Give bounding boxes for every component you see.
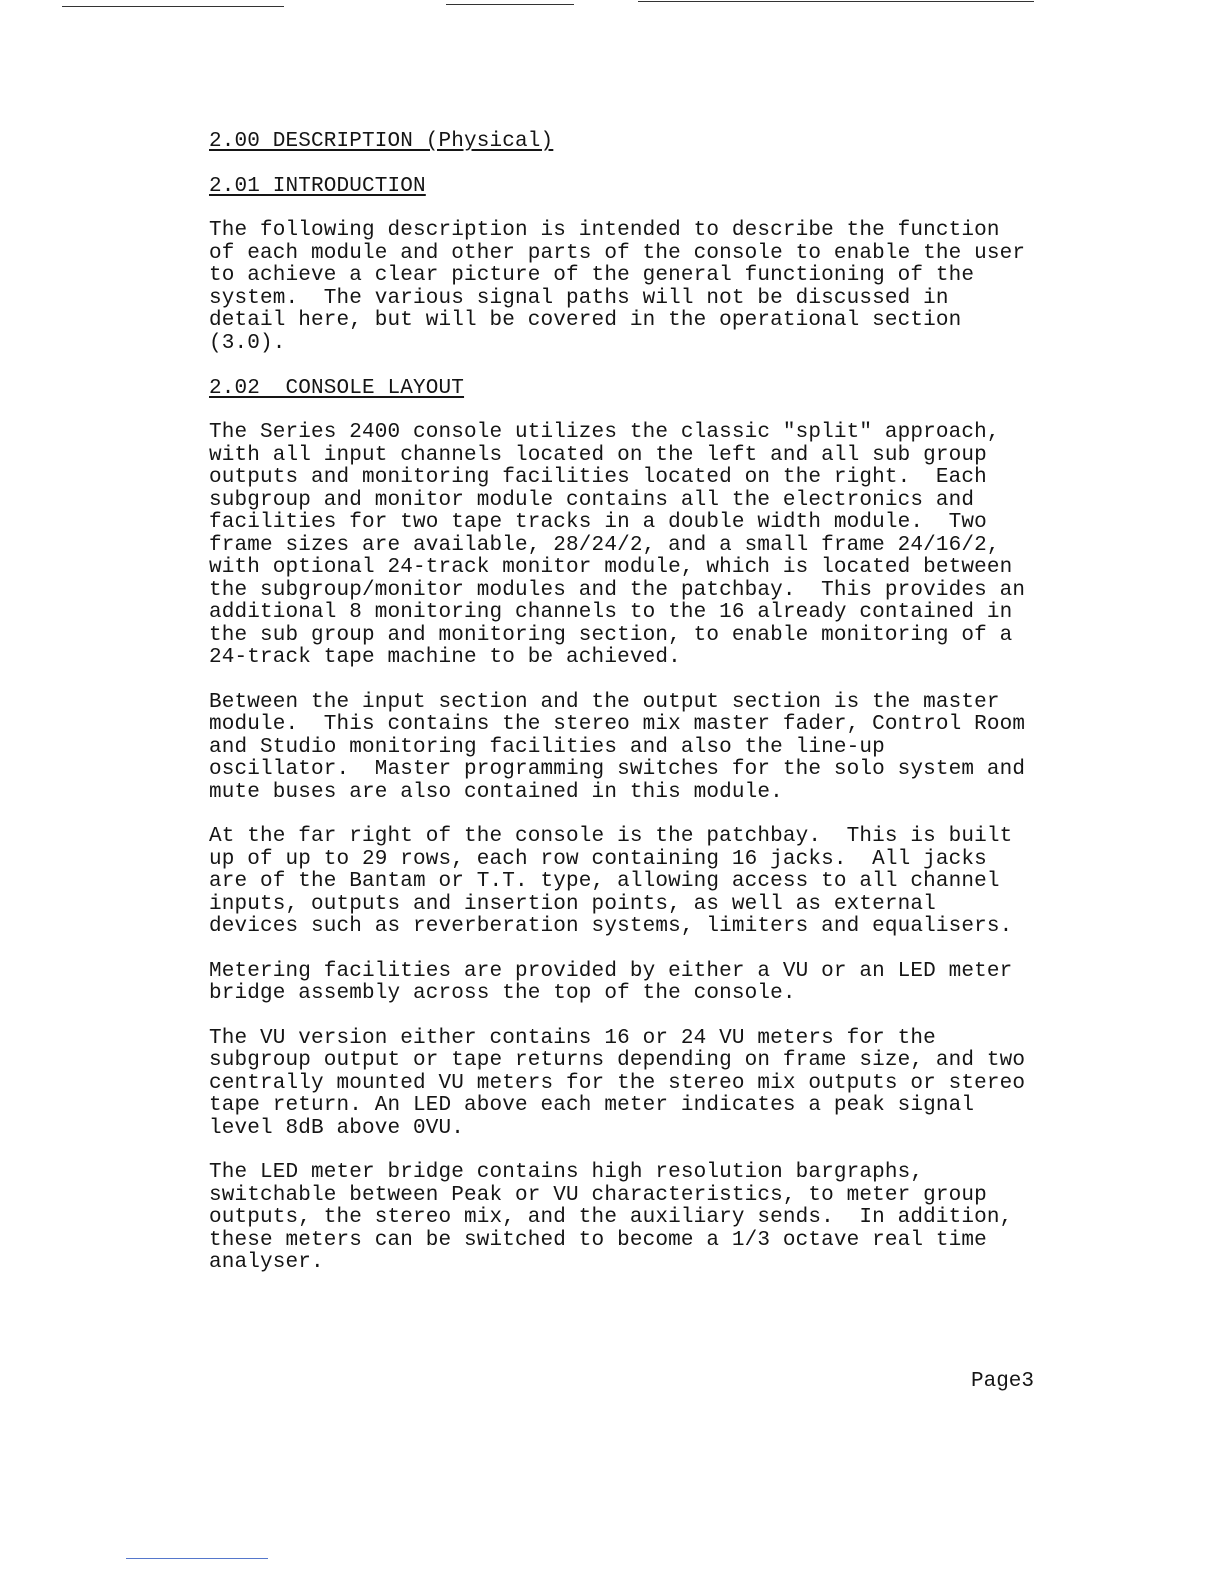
text-line: with optional 24-track monitor module, which is located between — [209, 556, 1013, 579]
text-line: system. The various signal paths will not be discussed in — [209, 286, 949, 310]
scan-line-top-mid — [446, 4, 574, 5]
text-line: devices such as reverberation systems, limiters and equalisers. — [209, 915, 1013, 938]
text-line: analyser. — [209, 1251, 324, 1274]
text-line: of each module and other parts of the console to enable the user — [209, 241, 1026, 265]
scan-line-top-left — [62, 6, 284, 7]
text-line: centrally mounted VU meters for the stereo mix outputs or stereo — [209, 1071, 1026, 1095]
text-line: outputs, the stereo mix, and the auxiliary sends. In addition, — [209, 1206, 1013, 1229]
document-body — [209, 130, 1089, 1297]
paragraph — [209, 692, 1089, 805]
text-line: these meters can be switched to become a 1/3 octave real time — [209, 1228, 987, 1252]
text-line: outputs and monitoring facilities located on the right. Each — [209, 466, 987, 489]
paragraph — [209, 1028, 1089, 1141]
section-heading: 2.00 DESCRIPTION (Physical) — [209, 130, 554, 153]
page-number: Page3 — [971, 1370, 1035, 1393]
text-line: are of the Bantam or T.T. type, allowing access to all channel — [209, 870, 1000, 893]
text-line: up of up to 29 rows, each row containing 16 jacks. All jacks — [209, 847, 987, 871]
paragraph — [209, 220, 1089, 355]
text-line: the sub group and monitoring section, to enable monitoring of a — [209, 623, 1013, 647]
text-line: The following description is intended to describe the function — [209, 219, 1000, 242]
text-line: Metering facilities are provided by either a VU or an LED meter — [209, 959, 1013, 983]
text-line: Between the input section and the output section is the master — [209, 690, 1000, 714]
text-line: (3.0). — [209, 331, 286, 355]
text-line: the subgroup/monitor modules and the patchbay. This provides an — [209, 578, 1026, 602]
text-line: switchable between Peak or VU characteristics, to meter group — [209, 1183, 987, 1207]
text-line: 24-track tape machine to be achieved. — [209, 646, 681, 669]
text-line: with all input channels located on the left and all sub group — [209, 443, 987, 467]
scan-line-bottom-left — [126, 1558, 268, 1559]
text-line: bridge assembly across the top of the console. — [209, 982, 796, 1005]
text-line: tape return. An LED above each meter indicates a peak signal — [209, 1094, 975, 1117]
text-line: subgroup output or tape returns depending on frame size, and two — [209, 1049, 1026, 1072]
section-heading: 2.01 INTRODUCTION — [209, 175, 426, 198]
text-line: The LED meter bridge contains high resolution bargraphs, — [209, 1161, 924, 1184]
text-line: subgroup and monitor module contains all the electronics and — [209, 488, 975, 512]
scan-line-top-right — [638, 1, 1034, 2]
section-heading: 2.02 CONSOLE LAYOUT — [209, 377, 465, 400]
text-line: level 8dB above 0VU. — [209, 1116, 465, 1140]
text-line: mute buses are also contained in this module. — [209, 780, 783, 804]
paragraph — [209, 826, 1089, 939]
text-line: inputs, outputs and insertion points, as well as external — [209, 892, 936, 916]
paragraph — [209, 1162, 1089, 1275]
text-line: oscillator. Master programming switches for the solo system and — [209, 758, 1026, 781]
text-line: additional 8 monitoring channels to the 16 already contained in — [209, 601, 1013, 624]
text-line: detail here, but will be covered in the operational section — [209, 309, 962, 332]
paragraph — [209, 961, 1089, 1006]
paragraph — [209, 422, 1089, 670]
text-line: The VU version either contains 16 or 24 VU meters for the — [209, 1026, 936, 1050]
text-line: At the far right of the console is the patchbay. This is built — [209, 825, 1013, 848]
text-line: to achieve a clear picture of the general functioning of the — [209, 264, 975, 287]
text-line: and Studio monitoring facilities and also the line-up — [209, 735, 885, 759]
text-line: facilities for two tape tracks in a double width module. Two — [209, 511, 987, 534]
text-line: module. This contains the stereo mix master fader, Control Room — [209, 713, 1026, 736]
text-line: The Series 2400 console utilizes the classic "split" approach, — [209, 421, 1000, 444]
text-line: frame sizes are available, 28/24/2, and a small frame 24/16/2, — [209, 533, 1000, 557]
